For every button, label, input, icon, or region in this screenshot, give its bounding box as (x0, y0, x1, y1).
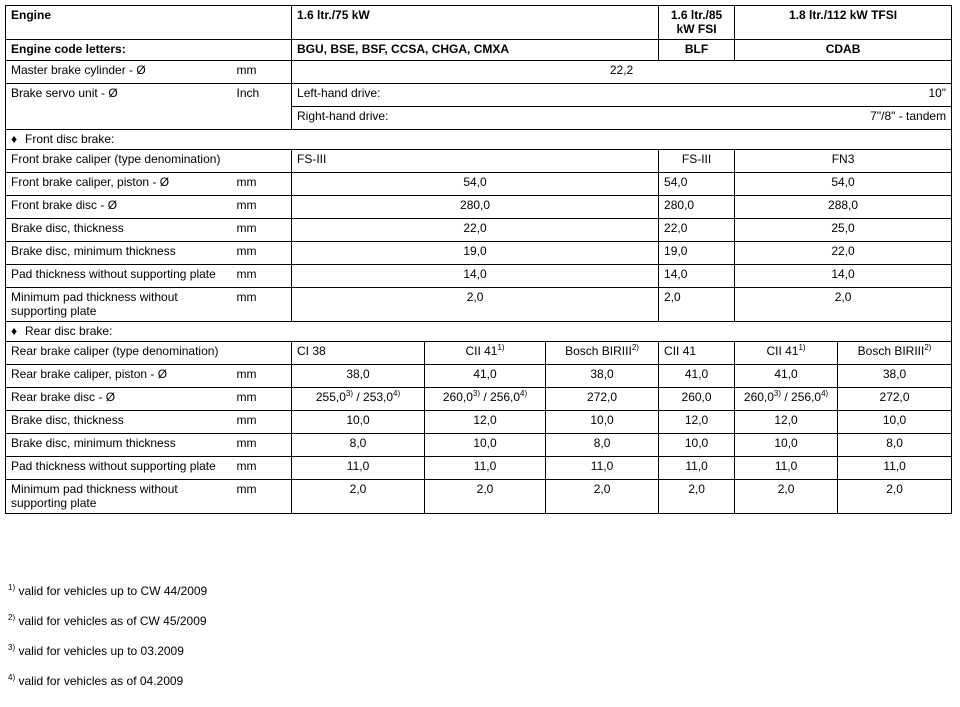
rear-caliper-1: CI 38 (292, 342, 425, 365)
rear-piston-label: Rear brake caliper, piston - Ø (6, 365, 232, 388)
rear-row-unit: mm (232, 457, 292, 480)
rear-row-value: 2,0 (735, 480, 838, 514)
rear-row-value: 2,0 (838, 480, 952, 514)
engine-code-label: Engine code letters: (6, 40, 292, 61)
rear-section-label: Rear disc brake: (25, 324, 113, 338)
lhd-label: Left-hand drive: (292, 84, 659, 107)
rear-row-unit: mm (232, 480, 292, 514)
rear-row-value: 2,0 (546, 480, 659, 514)
rear-piston-6: 38,0 (838, 365, 952, 388)
rear-caliper-6: Bosch BIRIII$^{2)}$ (838, 342, 952, 365)
rear-row-label: Brake disc, minimum thickness (6, 434, 232, 457)
rear-row-value: 11,0 (838, 457, 952, 480)
front-row (6, 265, 952, 288)
front-caliper-label: Front brake caliper (type denomination) (6, 150, 292, 173)
rear-row (6, 480, 952, 514)
rear-row-value: 10,0 (546, 411, 659, 434)
footnote: $^{1)}$ valid for vehicles up to CW 44/2009 (8, 583, 208, 598)
front-row-value-1: 54,0 (292, 173, 659, 196)
rear-row-value: 11,0 (659, 457, 735, 480)
master-cylinder-row (6, 61, 952, 84)
rhd-value: 7"/8" - tandem (659, 107, 952, 130)
front-row-value-3: 14,0 (735, 265, 952, 288)
engine-1: 1.6 ltr./75 kW (292, 6, 659, 40)
engine-label: Engine (6, 6, 292, 40)
rear-piston-row (6, 365, 952, 388)
rear-section-heading (6, 322, 952, 342)
rhd-label: Right-hand drive: (292, 107, 659, 130)
rear-row (6, 457, 952, 480)
rear-row-value: 10,0 (292, 411, 425, 434)
engine-3: 1.8 ltr./112 kW TFSI (735, 6, 952, 40)
front-row-unit: mm (232, 196, 292, 219)
front-row-unit: mm (232, 265, 292, 288)
front-row-label: Front brake disc - Ø (6, 196, 232, 219)
footnote: $^{2)}$ valid for vehicles as of CW 45/2009 (8, 613, 207, 628)
front-row-value-3: 2,0 (735, 288, 952, 322)
servo-lhd-row (6, 84, 952, 107)
front-row-unit: mm (232, 219, 292, 242)
front-row-label: Front brake caliper, piston - Ø (6, 173, 232, 196)
front-caliper-1: FS-III (292, 150, 659, 173)
front-row (6, 242, 952, 265)
rear-disc-5: 260,0$^{3)}$ / 256,0$^{4)}$ (735, 388, 838, 411)
rear-caliper-row (6, 342, 952, 365)
rear-piston-unit: mm (232, 365, 292, 388)
rear-piston-2: 41,0 (425, 365, 546, 388)
front-row-unit: mm (232, 242, 292, 265)
bullet-icon: ♦ (11, 324, 18, 338)
front-row-value-3: 54,0 (735, 173, 952, 196)
rear-row-unit: mm (232, 434, 292, 457)
servo-unit: Inch (232, 84, 292, 130)
front-section-heading (6, 130, 952, 150)
master-cylinder-unit: mm (232, 61, 292, 84)
rear-disc-1: 255,0$^{3)}$ / 253,0$^{4)}$ (292, 388, 425, 411)
servo-label: Brake servo unit - Ø (6, 84, 232, 130)
front-row (6, 219, 952, 242)
front-row-label: Brake disc, minimum thickness (6, 242, 232, 265)
rear-row-label: Minimum pad thickness without supporting plate (6, 480, 232, 514)
rear-row-value: 11,0 (546, 457, 659, 480)
rear-row-value: 8,0 (292, 434, 425, 457)
brake-spec-table (5, 5, 952, 514)
rear-disc-3: 272,0 (546, 388, 659, 411)
rear-caliper-5: CII 41$^{1)}$ (735, 342, 838, 365)
front-section-row (6, 130, 952, 150)
front-caliper-2: FS-III (659, 150, 735, 173)
rear-row-label: Brake disc, thickness (6, 411, 232, 434)
front-row-value-3: 25,0 (735, 219, 952, 242)
front-row-value-1: 280,0 (292, 196, 659, 219)
front-row-unit: mm (232, 288, 292, 322)
front-row-value-2: 19,0 (659, 242, 735, 265)
rear-row (6, 411, 952, 434)
engine-code-row (6, 40, 952, 61)
footnote: $^{4)}$ valid for vehicles as of 04.2009 (8, 673, 184, 688)
front-row (6, 196, 952, 219)
rear-row-value: 12,0 (735, 411, 838, 434)
rear-disc-unit: mm (232, 388, 292, 411)
front-row-value-3: 288,0 (735, 196, 952, 219)
rear-row-value: 10,0 (735, 434, 838, 457)
rear-row-value: 10,0 (659, 434, 735, 457)
front-row-unit: mm (232, 173, 292, 196)
engine-2: 1.6 ltr./85 kW FSI (659, 6, 735, 40)
engine-code-1: BGU, BSE, BSF, CCSA, CHGA, CMXA (292, 40, 659, 61)
front-row-label: Brake disc, thickness (6, 219, 232, 242)
rear-row-value: 10,0 (838, 411, 952, 434)
rear-disc-2: 260,0$^{3)}$ / 256,0$^{4)}$ (425, 388, 546, 411)
rear-disc-label: Rear brake disc - Ø (6, 388, 232, 411)
rear-caliper-3: Bosch BIRIII$^{2)}$ (546, 342, 659, 365)
master-cylinder-value: 22,2 (292, 61, 952, 84)
engine-code-3: CDAB (735, 40, 952, 61)
rear-row-value: 8,0 (838, 434, 952, 457)
rear-piston-4: 41,0 (659, 365, 735, 388)
rear-disc-row (6, 388, 952, 411)
rear-disc-4: 260,0 (659, 388, 735, 411)
engine-header-row (6, 6, 952, 40)
front-caliper-3: FN3 (735, 150, 952, 173)
front-row-label: Minimum pad thickness without supporting plate (6, 288, 232, 322)
rear-row-value: 10,0 (425, 434, 546, 457)
rear-piston-3: 38,0 (546, 365, 659, 388)
front-row-value-2: 280,0 (659, 196, 735, 219)
front-row-value-2: 2,0 (659, 288, 735, 322)
footnote: $^{3)}$ valid for vehicles up to 03.2009 (8, 643, 184, 658)
front-row (6, 173, 952, 196)
engine-code-2: BLF (659, 40, 735, 61)
front-row-value-1: 2,0 (292, 288, 659, 322)
rear-section-row (6, 322, 952, 342)
rear-piston-5: 41,0 (735, 365, 838, 388)
front-row-value-1: 19,0 (292, 242, 659, 265)
rear-row-value: 12,0 (659, 411, 735, 434)
rear-row-value: 2,0 (425, 480, 546, 514)
rear-row-unit: mm (232, 411, 292, 434)
rear-row-value: 11,0 (735, 457, 838, 480)
rear-row-value: 2,0 (292, 480, 425, 514)
front-row-value-3: 22,0 (735, 242, 952, 265)
rear-row-value: 8,0 (546, 434, 659, 457)
footnotes (8, 584, 207, 704)
master-cylinder-label: Master brake cylinder - Ø (6, 61, 232, 84)
front-row-value-2: 14,0 (659, 265, 735, 288)
rear-row-label: Pad thickness without supporting plate (6, 457, 232, 480)
rear-row (6, 434, 952, 457)
rear-caliper-2: CII 41$^{1)}$ (425, 342, 546, 365)
rear-row-value: 11,0 (292, 457, 425, 480)
rear-caliper-label: Rear brake caliper (type denomination) (6, 342, 292, 365)
rear-piston-1: 38,0 (292, 365, 425, 388)
front-row-label: Pad thickness without supporting plate (6, 265, 232, 288)
front-row-value-1: 22,0 (292, 219, 659, 242)
rear-disc-6: 272,0 (838, 388, 952, 411)
front-row-value-2: 22,0 (659, 219, 735, 242)
lhd-value: 10" (659, 84, 952, 107)
rear-caliper-4: CII 41 (659, 342, 735, 365)
front-section-label: Front disc brake: (25, 132, 115, 146)
front-row-value-2: 54,0 (659, 173, 735, 196)
rear-row-value: 2,0 (659, 480, 735, 514)
rear-row-value: 11,0 (425, 457, 546, 480)
front-row-value-1: 14,0 (292, 265, 659, 288)
rear-row-value: 12,0 (425, 411, 546, 434)
front-caliper-row (6, 150, 952, 173)
bullet-icon: ♦ (11, 132, 18, 146)
front-row (6, 288, 952, 322)
